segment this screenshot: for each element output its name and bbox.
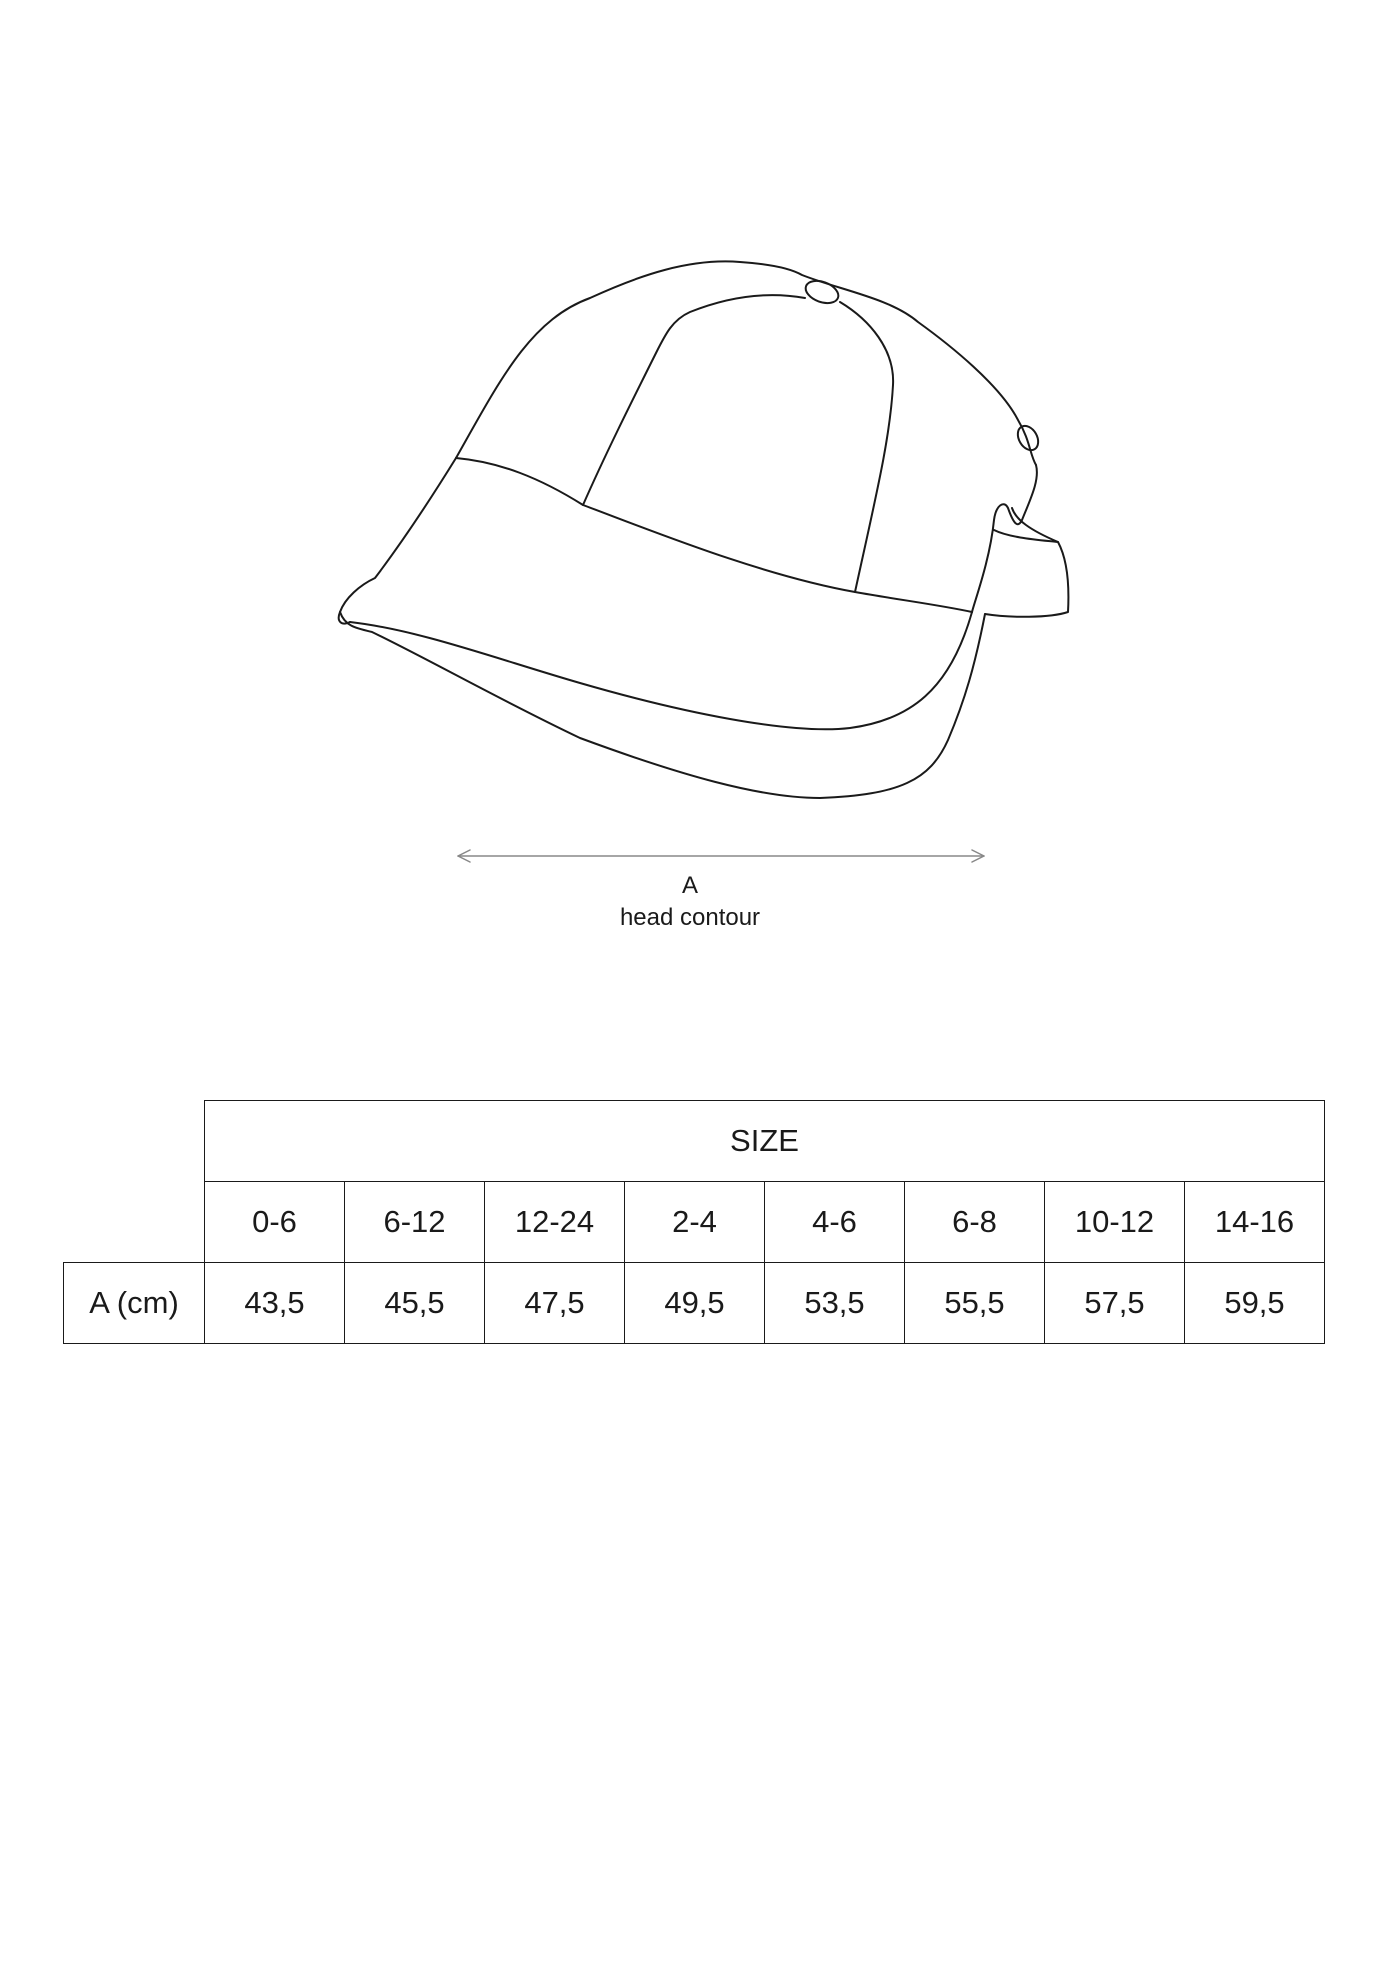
- value-cell: 45,5: [345, 1263, 485, 1344]
- cap-brim-top: [350, 612, 972, 729]
- table-corner-blank: [64, 1182, 205, 1263]
- cap-back-strap: [985, 530, 1068, 617]
- size-cell: 4-6: [765, 1182, 905, 1263]
- value-cell: 43,5: [205, 1263, 345, 1344]
- cap-side-panel-seam: [840, 302, 893, 592]
- table-corner-blank: [64, 1101, 205, 1182]
- size-cell: 6-8: [905, 1182, 1045, 1263]
- size-cell: 2-4: [625, 1182, 765, 1263]
- table-header-row: [64, 1101, 1325, 1182]
- size-cell: 14-16: [1185, 1182, 1325, 1263]
- row-label-a-cm: A (cm): [64, 1263, 205, 1344]
- cap-illustration: [0, 0, 1394, 960]
- dimension-caption: head contour: [619, 904, 761, 931]
- value-cell: 49,5: [625, 1263, 765, 1344]
- size-cell: 6-12: [345, 1182, 485, 1263]
- cap-crown-outline: [456, 261, 1036, 465]
- dimension-arrow: [458, 850, 984, 862]
- value-cell: 59,5: [1185, 1263, 1325, 1344]
- cap-back-button: [1014, 422, 1043, 454]
- value-cell: 55,5: [905, 1263, 1045, 1344]
- dimension-letter: A: [681, 872, 698, 899]
- value-cell: 53,5: [765, 1263, 905, 1344]
- cap-top-button: [803, 277, 842, 307]
- size-cell: 12-24: [485, 1182, 625, 1263]
- cap-front-panel-seam: [583, 295, 805, 505]
- size-cell: 10-12: [1045, 1182, 1185, 1263]
- table-sizes-row: [64, 1182, 1325, 1263]
- size-header: SIZE: [205, 1101, 1325, 1182]
- size-table: [63, 1100, 1325, 1344]
- value-cell: 47,5: [485, 1263, 625, 1344]
- value-cell: 57,5: [1045, 1263, 1185, 1344]
- cap-front-edge: [339, 458, 456, 624]
- size-cell: 0-6: [205, 1182, 345, 1263]
- table-values-row: [64, 1263, 1325, 1344]
- cap-band-line: [456, 458, 972, 612]
